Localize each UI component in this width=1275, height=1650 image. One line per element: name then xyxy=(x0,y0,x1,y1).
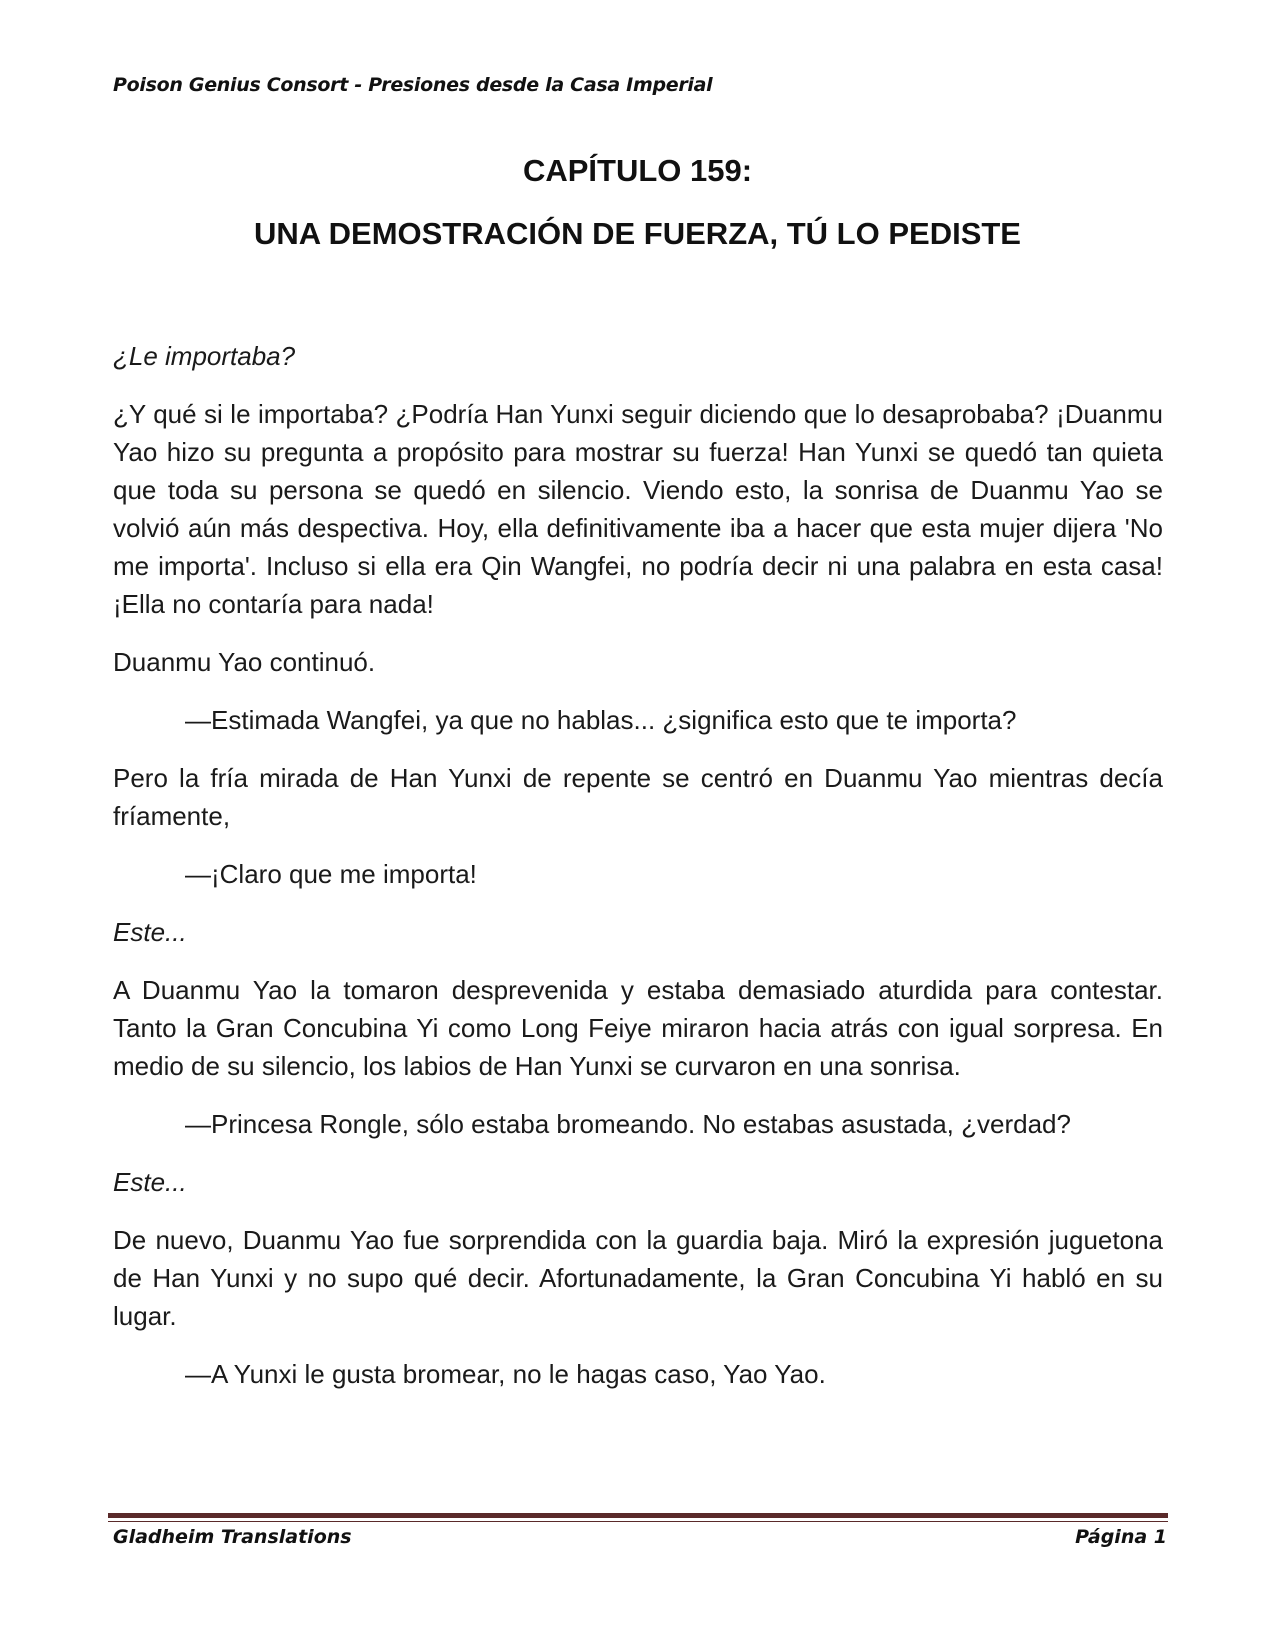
paragraph: Duanmu Yao continuó. xyxy=(113,647,376,677)
paragraph: ¿Le importaba? xyxy=(113,341,296,371)
paragraph: Este... xyxy=(113,1167,187,1197)
dialogue-line: —Estimada Wangfei, ya que no hablas... ¿significa esto que te importa? xyxy=(185,705,1017,735)
paragraph: De nuevo, Duanmu Yao fue sorprendida con la guardia baja. Miró la expresión juguetona de Han Yunxi y no supo qué decir. Afortunadamente, la Gran Concubina Yi habló en su lugar. xyxy=(113,1225,1163,1331)
chapter-number: CAPÍTULO 159: xyxy=(522,153,753,188)
footer-page-number: Página 1 xyxy=(1075,1526,1167,1548)
paragraph: Este... xyxy=(113,917,187,947)
chapter-body xyxy=(113,337,1163,1413)
dialogue-line: —Princesa Rongle, sólo estaba bromeando. No estabas asustada, ¿verdad? xyxy=(185,1109,1071,1139)
paragraph: Pero la fría mirada de Han Yunxi de repente se centró en Duanmu Yao mientras decía fríamente, xyxy=(113,763,1163,831)
footer-rule-thick xyxy=(108,1513,1168,1518)
chapter-title: UNA DEMOSTRACIÓN DE FUERZA, TÚ LO PEDISTE xyxy=(254,216,1021,251)
footer-publisher: Gladheim Translations xyxy=(113,1526,352,1548)
footer-rule-thin xyxy=(108,1521,1168,1522)
dialogue-line: —¡Claro que me importa! xyxy=(185,859,477,889)
paragraph: ¿Y qué si le importaba? ¿Podría Han Yunxi seguir diciendo que lo desaprobaba? ¡Duanmu Yao hizo su pregunta a propósito para mostrar su fuerza! Han Yunxi se quedó tan quieta que toda su persona se quedó en silencio. Viendo esto, la sonrisa de Duanmu Yao se volvió aún más despectiva. Hoy, ella definitivamente iba a hacer que esta mujer dijera 'No me importa'. Incluso si ella era Qin Wangfei, no podría decir ni una palabra en esta casa! ¡Ella no contaría para nada! xyxy=(113,399,1163,619)
running-header: Poison Genius Consort - Presiones desde la Casa Imperial xyxy=(113,74,713,96)
paragraph: A Duanmu Yao la tomaron desprevenida y estaba demasiado aturdida para contestar. Tanto la Gran Concubina Yi como Long Feiye miraron hacia atrás con igual sorpresa. En medio de su silencio, los labios de Han Yunxi se curvaron en una sonrisa. xyxy=(113,975,1163,1081)
dialogue-line: —A Yunxi le gusta bromear, no le hagas caso, Yao Yao. xyxy=(185,1359,826,1389)
